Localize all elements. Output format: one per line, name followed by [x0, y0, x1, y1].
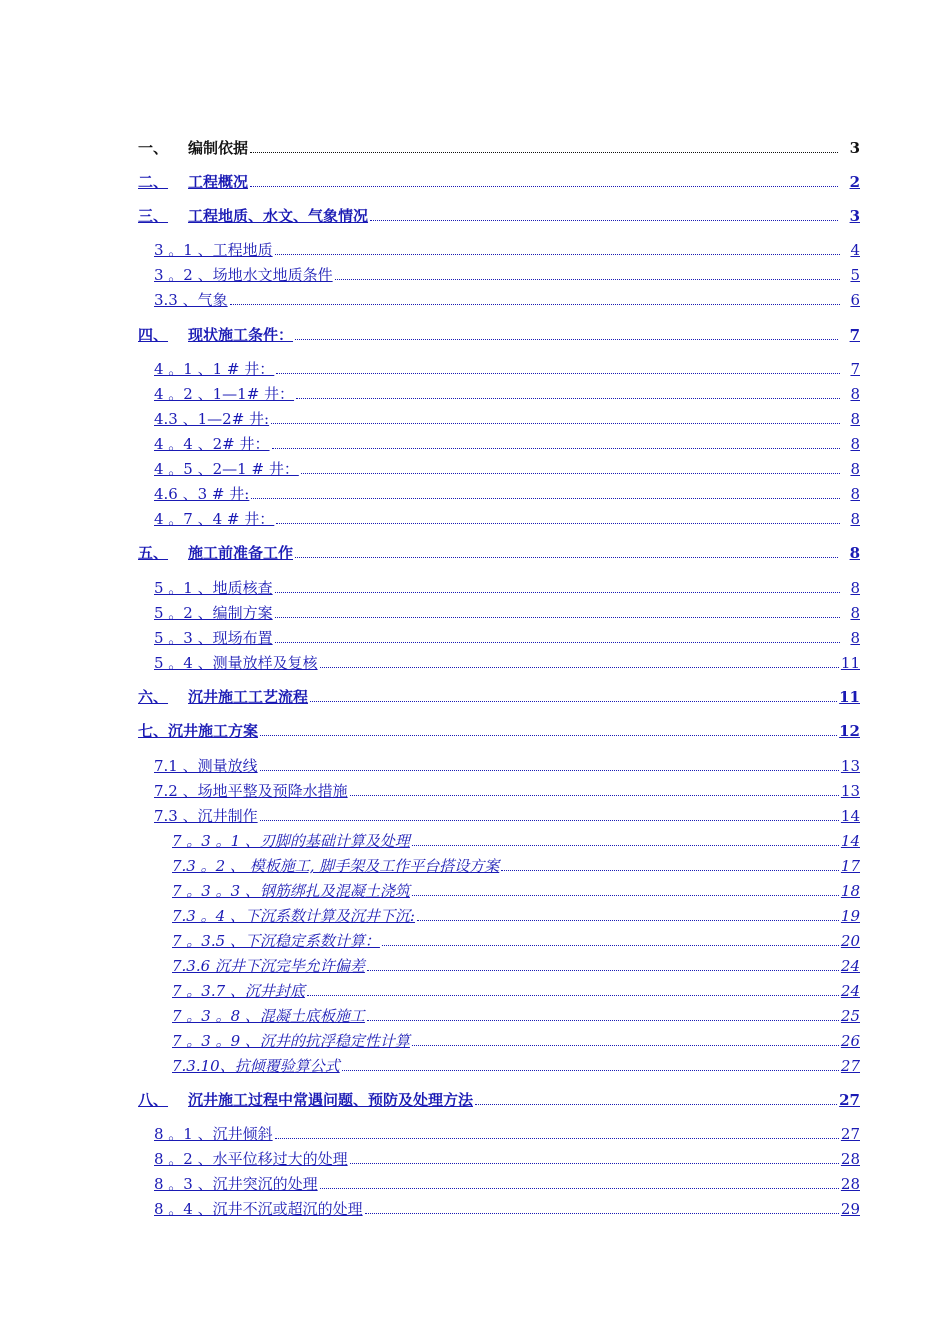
dot-leader: [301, 473, 840, 474]
dot-leader: [296, 398, 840, 399]
toc-entry-title: 4 。7 、4 # 井：: [154, 510, 275, 528]
dot-leader: [275, 617, 840, 618]
dot-leader: [367, 970, 839, 971]
toc-entry-page-number: 18: [840, 882, 860, 900]
toc-entry-page-number: 5: [850, 266, 860, 284]
dot-leader: [350, 1163, 839, 1164]
toc-entry-number: 二、: [138, 173, 169, 191]
toc-entry-title: 7.2 、场地平整及预降水措施: [154, 782, 348, 800]
dot-leader: [335, 279, 840, 280]
toc-entry-title: 七、沉井施工方案: [138, 722, 259, 740]
toc-entry-title: 7 。3 。8 、混凝土底板施工: [172, 1007, 365, 1025]
toc-entry[interactable]: [154, 384, 860, 403]
dot-leader: [307, 995, 839, 996]
dot-leader: [251, 498, 840, 499]
toc-entry[interactable]: [154, 290, 860, 309]
toc-entry-page-number: 8: [850, 460, 860, 478]
dot-leader: [320, 667, 839, 668]
dot-leader: [501, 870, 839, 871]
toc-entry-page-number: 19: [840, 907, 860, 925]
dot-leader: [412, 1045, 839, 1046]
toc-entry-title: 3 。1 、工程地质: [154, 241, 273, 259]
toc-entry-page-number: 3: [849, 207, 860, 225]
toc-entry-title: 4 。5 、2—1 # 井：: [154, 460, 299, 478]
toc-entry-page-number: 26: [840, 1032, 860, 1050]
toc-entry[interactable]: [172, 956, 860, 975]
toc-entry[interactable]: [154, 1199, 860, 1218]
dot-leader: [417, 920, 839, 921]
toc-entry-page-number: 28: [840, 1150, 860, 1168]
dot-leader: [275, 642, 840, 643]
toc-entry-page-number: 6: [850, 291, 860, 309]
toc-entry[interactable]: [154, 578, 860, 597]
dot-leader: [275, 1138, 839, 1139]
toc-entry-title: 7.3 。4 、下沉系数计算及沉井下沉:: [172, 907, 415, 925]
toc-entry[interactable]: [154, 628, 860, 647]
toc-entry-page-number: 14: [840, 807, 860, 825]
toc-entry-title: 7.3.10、抗倾覆验算公式: [172, 1057, 340, 1075]
toc-entry[interactable]: [138, 1090, 860, 1109]
toc-entry[interactable]: [154, 1174, 860, 1193]
dot-leader: [365, 1213, 839, 1214]
toc-entry[interactable]: [172, 1006, 860, 1025]
dot-leader: [412, 845, 839, 846]
toc-entry-title: 4 。4 、2# 井：: [154, 435, 270, 453]
toc-entry-page-number: 8: [850, 579, 860, 597]
toc-entry-title: 8 。4 、沉井不沉或超沉的处理: [154, 1200, 363, 1218]
toc-entry[interactable]: [154, 484, 860, 503]
toc-entry[interactable]: [154, 653, 860, 672]
toc-entry[interactable]: [154, 409, 860, 428]
toc-entry-page-number: 27: [840, 1057, 860, 1075]
toc-entry-title: 5 。1 、地质核查: [154, 579, 273, 597]
toc-entry-number: 八、: [138, 1091, 169, 1109]
toc-entry-page-number: 8: [849, 544, 860, 562]
toc-entry-page-number: 2: [849, 173, 860, 191]
toc-entry-page-number: 8: [850, 385, 860, 403]
toc-entry-title: 施工前准备工作: [188, 544, 294, 562]
dot-leader: [320, 1188, 839, 1189]
toc-entry[interactable]: [138, 687, 860, 706]
toc-entry-page-number: 20: [840, 932, 860, 950]
dot-leader: [260, 770, 839, 771]
toc-entry-page-number: 8: [850, 485, 860, 503]
toc-entry-number: 三、: [138, 207, 169, 225]
toc-entry[interactable]: [172, 831, 860, 850]
toc-entry-title: 编制依据: [188, 139, 249, 157]
toc-entry[interactable]: [172, 906, 860, 925]
toc-entry-title: 7 。3 。9 、沉井的抗浮稳定性计算: [172, 1032, 410, 1050]
dot-leader: [350, 795, 839, 796]
toc-entry[interactable]: [154, 781, 860, 800]
toc-entry[interactable]: [138, 543, 860, 562]
toc-entry[interactable]: [154, 359, 860, 378]
toc-entry-page-number: 13: [840, 782, 860, 800]
toc-entry-title: 4 。2 、1—1# 井：: [154, 385, 295, 403]
toc-entry[interactable]: [172, 881, 860, 900]
dot-leader: [230, 304, 840, 305]
dot-leader: [295, 339, 838, 340]
toc-entry[interactable]: [154, 434, 860, 453]
toc-entry[interactable]: [172, 1031, 860, 1050]
toc-entry-number: 六、: [138, 688, 169, 706]
dot-leader: [295, 557, 838, 558]
toc-entry-page-number: 14: [840, 832, 860, 850]
toc-entry-title: 8 。2 、水平位移过大的处理: [154, 1150, 348, 1168]
toc-entry-number: 四、: [138, 326, 169, 344]
toc-entry[interactable]: [172, 856, 860, 875]
toc-entry[interactable]: [138, 721, 860, 740]
dot-leader: [260, 820, 839, 821]
toc-entry[interactable]: [154, 756, 860, 775]
toc-entry-page-number: 24: [840, 982, 860, 1000]
toc-entry-title: 7.3.6 沉井下沉完毕允许偏差: [172, 957, 365, 975]
toc-entry-page-number: 7: [849, 326, 860, 344]
toc-entry[interactable]: [172, 1056, 860, 1075]
dot-leader: [260, 735, 837, 736]
dot-leader: [370, 220, 838, 221]
toc-entry-page-number: 29: [840, 1200, 860, 1218]
toc-entry-title: 5 。4 、测量放样及复核: [154, 654, 318, 672]
toc-entry-title: 7 。3 。1 、刃脚的基础计算及处理: [172, 832, 410, 850]
toc-entry-title: 7 。3.7 、沉井封底: [172, 982, 305, 1000]
toc-entry[interactable]: [154, 265, 860, 284]
dot-leader: [342, 1070, 839, 1071]
toc-entry-title: 7 。3 。3 、钢筋绑扎及混凝土浇筑: [172, 882, 410, 900]
toc-entry-title: 工程概况: [188, 173, 249, 191]
toc-entry[interactable]: [154, 240, 860, 259]
toc-entry-page-number: 3: [849, 139, 860, 157]
dot-leader: [275, 592, 840, 593]
toc-entry[interactable]: [154, 509, 860, 528]
toc-entry-title: 7.1 、测量放线: [154, 757, 258, 775]
toc-entry[interactable]: [138, 206, 860, 225]
toc-entry-page-number: 8: [850, 410, 860, 428]
toc-entry[interactable]: [154, 1124, 860, 1143]
dot-leader: [275, 254, 840, 255]
toc-entry-title: 沉井施工工艺流程: [188, 688, 309, 706]
dot-leader: [276, 373, 840, 374]
toc-entry-number: 五、: [138, 544, 169, 562]
toc-entry-title: 工程地质、水文、气象情况: [188, 207, 369, 225]
toc-entry-title: 5 。3 、现场布置: [154, 629, 273, 647]
toc-entry-title: 8 。3 、沉井突沉的处理: [154, 1175, 318, 1193]
toc-entry-page-number: 24: [840, 957, 860, 975]
toc-entry-page-number: 13: [840, 757, 860, 775]
toc-entry-title: 7.3 。2 、 模板施工, 脚手架及工作平台搭设方案: [172, 857, 500, 875]
toc-entry-page-number: 8: [850, 629, 860, 647]
toc-entry-page-number: 8: [850, 604, 860, 622]
toc-entry-title: 4 。1 、1 # 井：: [154, 360, 275, 378]
toc-entry-title: 7.3 、沉井制作: [154, 807, 258, 825]
toc-entry-page-number: 27: [839, 1091, 860, 1109]
toc-entry[interactable]: [154, 603, 860, 622]
toc-entry-page-number: 25: [840, 1007, 860, 1025]
toc-entry-title: 3 。2 、场地水文地质条件: [154, 266, 333, 284]
toc-entry-title: 3.3 、气象: [154, 291, 228, 309]
toc-entry[interactable]: [154, 806, 860, 825]
toc-entry-title: 8 。1 、沉井倾斜: [154, 1125, 273, 1143]
toc-entry-page-number: 28: [840, 1175, 860, 1193]
dot-leader: [475, 1104, 837, 1105]
toc-entry[interactable]: [154, 459, 860, 478]
toc-entry-title: 4.3 、1—2# 井:: [154, 410, 270, 428]
toc-entry-page-number: 27: [840, 1125, 860, 1143]
dot-leader: [271, 423, 840, 424]
dot-leader: [272, 448, 840, 449]
toc-entry-page-number: 11: [840, 654, 860, 672]
dot-leader: [382, 945, 839, 946]
dot-leader: [250, 186, 838, 187]
dot-leader: [276, 523, 840, 524]
dot-leader: [250, 152, 838, 153]
toc-entry-title: 现状施工条件：: [188, 326, 294, 344]
toc-entry-title: 4.6 、3 # 井:: [154, 485, 250, 503]
toc-entry-page-number: 17: [840, 857, 860, 875]
toc-entry-title: 沉井施工过程中常遇问题、预防及处理方法: [188, 1091, 474, 1109]
toc-entry-number: 一、: [138, 139, 169, 157]
toc-entry[interactable]: [172, 981, 860, 1000]
toc-entry-page-number: 7: [850, 360, 860, 378]
dot-leader: [412, 895, 839, 896]
toc-entry[interactable]: [154, 1149, 860, 1168]
toc-entry-page-number: 8: [850, 510, 860, 528]
toc-entry: [138, 138, 860, 157]
toc-entry[interactable]: [172, 931, 860, 950]
toc-entry-page-number: 12: [839, 722, 860, 740]
dot-leader: [310, 701, 837, 702]
toc-entry[interactable]: [138, 172, 860, 191]
toc-entry-title: 7 。3.5 、下沉稳定系数计算：: [172, 932, 380, 950]
toc-entry-page-number: 8: [850, 435, 860, 453]
toc-entry-page-number: 11: [839, 688, 860, 706]
toc-entry[interactable]: [138, 325, 860, 344]
toc-entry-title: 5 。2 、编制方案: [154, 604, 273, 622]
dot-leader: [367, 1020, 839, 1021]
toc-entry-page-number: 4: [850, 241, 860, 259]
